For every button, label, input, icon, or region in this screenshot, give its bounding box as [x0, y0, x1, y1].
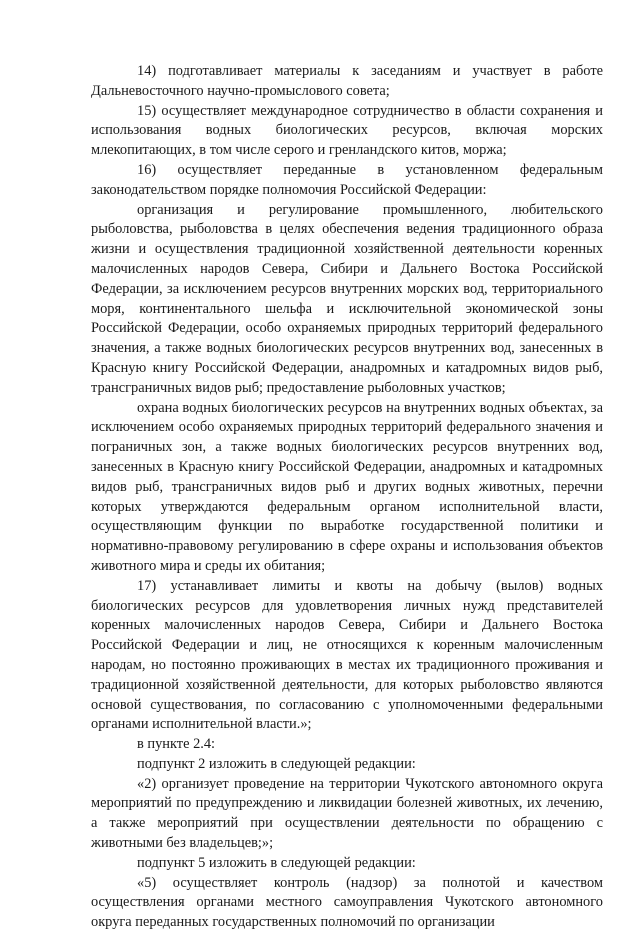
paragraph-fishing-regulation: организация и регулирование промышленного, любительского рыболовства, рыболовства в целях обеспечения ведения традиционного образа жизни и осуществления традиционной хозяйственной деятельности коренных малочисленных народов Севера, Сибири и Дальнего Востока Российской Федерации, за исключением ресурсов внутренних морских вод, территориального моря, континентального шельфа и исключительной экономической зоны Российской Федерации, особо охраняемых природных территорий федерального значения, а также водных биологических ресурсов внутренних вод, занесенных в Красную книгу Российской Федерации, анадромных и катадромных видов рыб, трансграничных видов рыб; предоставление рыболовных участков;	[91, 201, 603, 396]
paragraph-item-16: 16) осуществляет переданные в установленном федеральным законодательством порядке полномочия Российской Федерации:	[91, 161, 603, 198]
paragraph-item-15: 15) осуществляет международное сотрудничество в области сохранения и использования водных биологических ресурсов, включая морских млекопитающих, в том числе серого и гренландского китов, моржа;	[91, 102, 603, 159]
paragraph-subclause-2-heading: подпункт 2 изложить в следующей редакции:	[137, 755, 416, 772]
paragraph-clause-2-4: в пункте 2.4:	[137, 736, 216, 753]
paragraph-item-17: 17) устанавливает лимиты и квоты на добычу (вылов) водных биологических ресурсов для удовлетворения личных нужд представителей коренных малочисленных народов Севера, Сибири и Дальнего Востока Российской Федерации и лиц, не относящихся к коренным малочисленным народам, но постоянно проживающих в местах их традиционного проживания и традиционной хозяйственной деятельности, для которых рыболовство являются основой существования, по согласованию с уполномоченными федеральными органами исполнительной власти.»;	[91, 577, 603, 733]
paragraph-subclause-5-heading: подпункт 5 изложить в следующей редакции:	[137, 854, 416, 871]
paragraph-item-14: 14) подготавливает материалы к заседаниям и участвует в работе Дальневосточного научно-промыслового совета;	[91, 63, 603, 99]
document-page	[91, 62, 603, 933]
paragraph-resource-protection: охрана водных биологических ресурсов на внутренних водных объектах, за исключением особо охраняемых природных территорий федерального значения и пограничных зон, а также водных биологических ресурсов внутренних вод, занесенных в Красную книгу Российской Федерации, анадромных и катадромных видов рыб, трансграничных видов рыб и других водных животных, перечни которых утверждаются федеральным органом исполнительной власти, осуществляющим функции по выработке государственной политики и нормативно-правовому регулированию в сфере охраны и использования объектов животного мира и среды их обитания;	[91, 399, 603, 574]
paragraph-subclause-5-text: «5) осуществляет контроль (надзор) за полнотой и качеством осуществления органами местного самоуправления Чукотского автономного округа переданных государственных полномочий по организации	[91, 874, 603, 931]
paragraph-subclause-2-text: «2) организует проведение на территории Чукотского автономного округа мероприятий по предупреждению и ликвидации болезней животных, их лечению, а также мероприятий при осуществлении деятельности по обращению с животными без владельцев;»;	[91, 775, 603, 852]
